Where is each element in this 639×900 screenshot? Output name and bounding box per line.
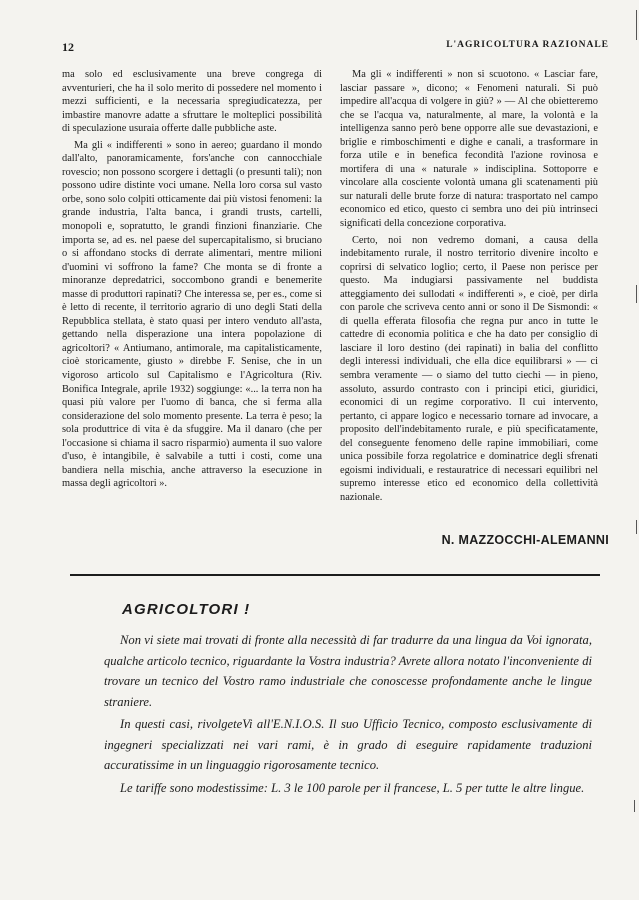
scan-edge-mark	[634, 800, 635, 812]
article-paragraph: Ma gli « indifferenti » non si scuotono. « Lasciar fare, lasciar passare », dicono; « Fenomeni naturali. Si può impedire all'acqua di volgere in giù? » — Al che obietteremo che se l'acqua va, naturalmente, al mare, la volontà e la intelligenza sanno però bene opporre alle sue devastazioni, e briglie e rimboschimenti e dighe e canali, a trasformare in forza utile e in benefica fecondità l'azione rovinosa e mortifera di una « naturale » indisciplina. Sottoporre e vincolare alla cosciente volontà umana gli scatenamenti più sur naturali delle brute forze di natura: trasportato nel campo economico ed etico, questo ci sembra uno dei più intrinseci significati della concezione corporativa.	[340, 69, 598, 230]
advertisement-paragraph: Le tariffe sono modestissime: L. 3 le 100 parole per il francese, L. 5 per tutte le altre lingue.	[120, 780, 585, 795]
running-title: L'AGRICOLTURA RAZIONALE	[446, 40, 609, 50]
scan-edge-mark	[636, 10, 637, 40]
section-divider	[70, 574, 600, 576]
scan-edge-mark	[636, 285, 637, 303]
author-signature: N. MAZZOCCHI-ALEMANNI	[441, 533, 609, 547]
advertisement-title: AGRICOLTORI !	[122, 601, 251, 618]
page-number: 12	[62, 40, 74, 54]
advertisement-body	[104, 630, 592, 800]
article-paragraph: ma solo ed esclusivamente una breve congrega di avventurieri, che ha il solo merito di possedere nel momento i mezzi sufficienti, e la necessaria spregiudicatezza, per imbastire manovre adatte a sfruttare le molteplici possibilità di speculazione usuraia offerte dalle pubbliche aste.	[62, 69, 322, 135]
advertisement-paragraph: Non vi siete mai trovati di fronte alla necessità di far tradurre da una lingua da Voi ignorata, qualche articolo tecnico, riguardante la Vostra industria? Avrete allora notato l'inconveniente di trovare un tecnico del Vostro ramo industriale che conoscesse profondamente anche le lingue straniere.	[104, 633, 592, 709]
article-paragraph: Certo, noi non vedremo domani, a causa della indebitamento rurale, il nostro territorio divenire incolto e coprirsi di selvatico loglio; certo, il Paese non perisce per questo. Ma indugiarsi passivamente nel buddista atteggiamento dei sullodati « indifferenti », e cioè, per dirla con parole che scriveva cento anni or sono il De Sismondi: « di quella efferata filosofia che regna pur anco in tutte le cattedre di economia politica e che ha dato per consiglio di lasciare il loro destino (dei rapinati) in balia del conflitto degli interessi individuali, che ella dice equilibrarsi » — ci sembra veramente — o siamo del tutto ciechi — in pieno, assoluto, assurdo contrasto con i principi etici, giuridici, economici di un regime corporativo. Il cui intervento, pertanto, ci appare logico e necessario tornare ad invocare, a proposito dell'indebitamento rurale, e più specificatamente, del conseguente fenomeno delle rapine immobiliari, come unica possibile forza regolatrice e dominatrice degli sfrenati egoismi individuali, e restauratrice di necessari equilibri nel supremo interesse etico ed economico della collettività nazionale.	[340, 234, 598, 503]
article-left-column	[62, 68, 322, 494]
advertisement-paragraph: In questi casi, rivolgeteVi all'E.N.I.O.S. Il suo Ufficio Tecnico, composto esclusivamente di ingegneri specializzati nei vari rami, è in grado di eseguire rapidamente traduzioni accuratissime in un linguaggio rigorosamente tecnico.	[104, 717, 592, 772]
scan-edge-mark	[636, 520, 637, 534]
article-right-column	[340, 68, 598, 508]
article-paragraph: Ma gli « indifferenti » sono in aereo; guardano il mondo dall'alto, panoramicamente, fors'anche con cannocchiale rovescio; non possono scorgere i dettagli (o presunti tali); non possono udire distinte voci umane. Nella loro corsa sul vasto orbe, sono solo colpiti otticamente dai più vistosi fenomeni: la grande industria, l'alta banca, i grandi trusts, cartelli, monopoli e, sopratutto, le grandi finzioni finanziarie. Che importa se, ad es. nel paese del supercapitalismo, si bruciano o si affondano stocks di derrate alimentari, mentre milioni d'uomini vi soffrono la fame? Che monta se di fronte a minoranze depredatrici, soccombono grandi e benemerite masse di produttori rapinati? Che interessa se, per es., come si è letto di recente, il territorio agrario di uno degli Stati della Repubblica stellata, è stato quasi per intero venduto all'asta, gettando nella disperazione una intera popolazione di agricoltori? « Antiumano, antimorale, ma capitalisticamente, cioè storicamente, giusto » direbbe F. Senise, che in un vigoroso articolo sul Capitalismo e l'Agricoltura (Riv. Bonifica Integrale, aprile 1932) soggiunge: «... la terra non ha quasi più valore per l'uomo di banca, che si ferma alla considerazione del solo momento presente. La terra è peso; la sola produttrice di vita è da sfuggire. Ma il danaro (che per l'occasione si chiama il sacro risparmio) aumenta il suo valore d'uso, è intangibile, è salvabile a tutti i costi, come una bandiera nella mischia, anche attraverso la esecuzione in massa degli agricoltori ».	[62, 139, 322, 490]
